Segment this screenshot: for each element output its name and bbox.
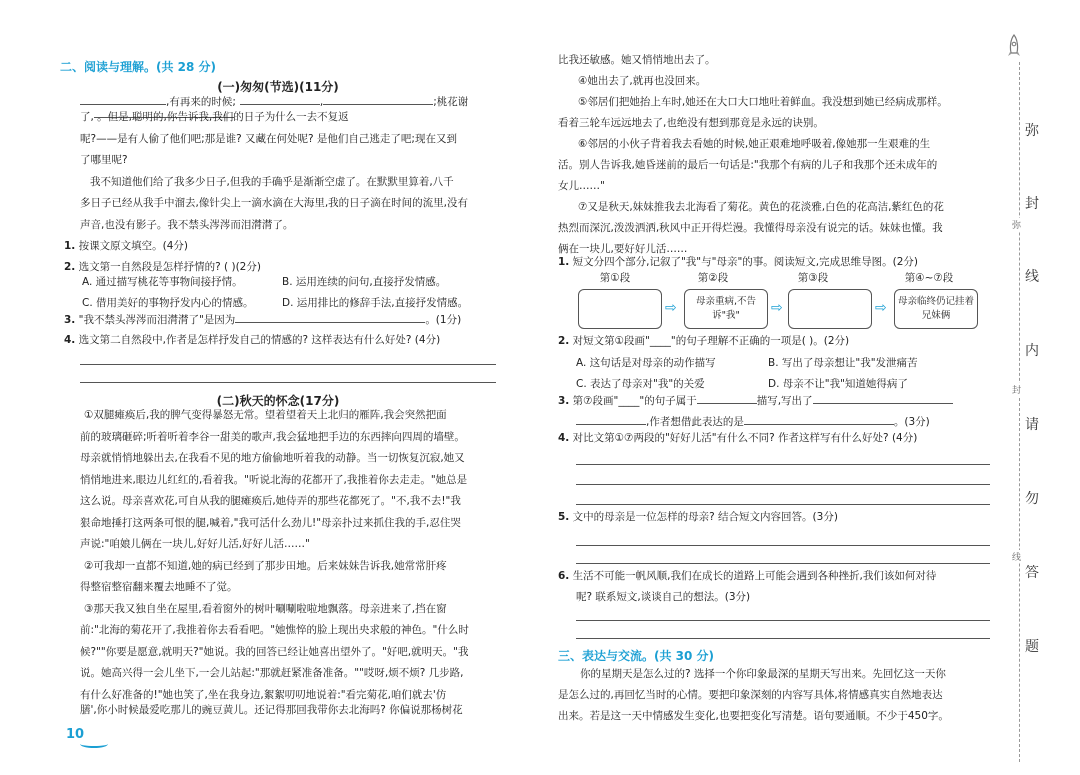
question-4: 4. 对比文第①⑦两段的"好好儿活"有什么不同? 作者这样写有什么好处? (4分) xyxy=(558,432,918,444)
text-line: 得整宿整宿翻来覆去地睡不了觉。 xyxy=(80,581,238,593)
option-a[interactable]: A. 这句话是对母亲的动作描写 xyxy=(576,357,716,369)
right-page xyxy=(558,0,990,775)
text-line: 这么说。母亲喜欢花,可自从我的腿瘫痪后,她侍弄的那些花都死了。"不,我不去!"我 xyxy=(80,495,461,507)
mindmap-box-4: 母亲临终仍记挂着兄妹俩 xyxy=(894,289,978,329)
text-line: 我不知道他们给了我多少日子,但我的手确乎是渐渐空虚了。在默默里算着,八千 xyxy=(90,176,454,188)
answer-line[interactable] xyxy=(576,563,990,564)
answer-blank[interactable] xyxy=(744,424,894,425)
option-b[interactable]: B. 运用连续的问句,直接抒发情感。 xyxy=(282,276,447,288)
mindmap-label-1: 第①段 xyxy=(599,272,631,284)
text-line: ④她出去了,就再也没回来。 xyxy=(578,75,707,87)
mindmap-label-3: 第③段 xyxy=(797,272,829,284)
arrow-right-icon: ⇨ xyxy=(875,300,887,316)
text-line: 声说:"咱娘儿俩在一块儿,好好儿活,好好儿活……" xyxy=(80,538,310,550)
article-2-title: (二)秋天的怀念(17分) xyxy=(216,394,340,408)
question-2: 2. 选文第一自然段是怎样抒情的? ( )(2分) xyxy=(64,261,261,273)
text-line: 热烈而深沉,泼泼洒洒,秋风中正开得烂漫。我懂得母亲没有说完的话。妹妹也懂。我 xyxy=(558,222,943,234)
seal-small-char: 线 xyxy=(1012,550,1021,563)
arrow-right-icon: ⇨ xyxy=(771,300,783,316)
text-line: 女儿……" xyxy=(558,180,605,192)
answer-blank[interactable] xyxy=(697,403,757,404)
text-line: 是怎么过的,再回忆当时的心情。要把印象深刻的内容写具体,将情感真实自然地表达 xyxy=(558,689,943,701)
blank[interactable] xyxy=(323,104,433,105)
answer-line[interactable] xyxy=(576,545,990,546)
text-line: 俩在一块儿,要好好儿活…… xyxy=(558,243,688,255)
text-line: 前的玻璃砸碎;听着听着李谷一甜美的歌声,我会猛地把手边的东西摔向四周的墙壁。 xyxy=(80,431,465,443)
option-d[interactable]: D. 母亲不让"我"知道她得病了 xyxy=(768,378,908,390)
question-4: 4. 选文第二自然段中,作者是怎样抒发自己的情感的? 这样表达有什么好处? (4分) xyxy=(64,334,441,346)
seal-small-char: 弥 xyxy=(1012,218,1021,231)
mindmap-box-1-blank[interactable] xyxy=(578,289,662,329)
seal-char: 勿 xyxy=(1025,491,1039,507)
answer-blank[interactable] xyxy=(813,403,953,404)
rocket-icon xyxy=(1007,34,1021,60)
answer-line[interactable] xyxy=(576,638,990,639)
text-line: 了, 。但是,聪明的,你告诉我,我们的日子为什么一去不复返 xyxy=(80,111,349,123)
answer-line[interactable] xyxy=(576,464,990,465)
option-c[interactable]: C. 借用美好的事物抒发内心的情感。 xyxy=(82,297,254,309)
text-line: 多日子已经从我手中溜去,像针尖上一滴水滴在大海里,我的日子滴在时间的流里,没有 xyxy=(80,197,469,209)
mindmap-label-4: 第④~⑦段 xyxy=(904,272,954,284)
arrow-right-icon: ⇨ xyxy=(665,300,677,316)
question-6: 6. 生活不可能一帆风顺,我们在成长的道路上可能会遇到各种挫折,我们该如何对待 xyxy=(558,570,937,582)
answer-line[interactable] xyxy=(80,364,496,365)
text-line: 呢?——是有人偷了他们吧;那是谁? 又藏在何处呢? 是他们自己逃走了吧;现在又到 xyxy=(80,133,457,145)
text-line: 你的星期天是怎么过的? 选择一个你印象最深的星期天写出来。先回忆这一天你 xyxy=(580,668,946,680)
option-a[interactable]: A. 通过描写桃花等事物间接抒情。 xyxy=(82,276,243,288)
text-line: ①双腿瘫痪后,我的脾气变得暴怒无常。望着望着天上北归的雁阵,我会突然把面 xyxy=(84,409,447,421)
question-6-cont: 呢? 联系短文,谈谈自己的想法。(3分) xyxy=(576,591,751,603)
answer-blank[interactable] xyxy=(235,322,425,323)
section-2-title: 二、阅读与理解。(共 28 分) xyxy=(60,60,217,74)
text-line: ⑦又是秋天,妹妹推我去北海看了菊花。黄色的花淡雅,白色的花高洁,紫红色的花 xyxy=(578,201,944,213)
article-1-title: (一)匆匆(节选)(11分) xyxy=(217,80,339,94)
text-line: 狠命地捶打这两条可恨的腿,喊着,"我可活什么劲儿!"母亲扑过来抓住我的手,忍住哭 xyxy=(80,517,461,529)
seal-line xyxy=(1019,62,1020,762)
question-1: 1. 按课文原文填空。(4分) xyxy=(64,240,189,252)
option-b[interactable]: B. 写出了母亲想让"我"发泄痛苦 xyxy=(768,357,918,369)
seal-char: 答 xyxy=(1025,565,1039,581)
option-d[interactable]: D. 运用排比的修辞手法,直接抒发情感。 xyxy=(282,297,469,309)
fill-blank-line-1: ,有再来的时候; , ;桃花谢 xyxy=(80,92,496,114)
text-line: 前:"北海的菊花开了,我推着你去看看吧。"她憔悴的脸上现出央求般的神色。"什么时 xyxy=(80,624,469,636)
text-line: 母亲就悄悄地躲出去,在我看不见的地方偷偷地听着我的动静。当一切恢复沉寂,她又 xyxy=(80,452,465,464)
text-line: ②可我却一直都不知道,她的病已经到了那步田地。后来妹妹告诉我,她常常肝疼 xyxy=(84,560,447,572)
seal-char: 内 xyxy=(1025,343,1039,359)
text-line: 比我还敏感。她又悄悄地出去了。 xyxy=(558,54,716,66)
question-3: 3. "我不禁头涔涔而泪潸潸了"是因为 。(1分) xyxy=(64,314,462,326)
mindmap-box-2: 母亲重病,不告诉"我" xyxy=(684,289,768,329)
text-line: 悄悄地进来,眼边儿红红的,看着我。"听说北海的花都开了,我推着你去走走。"她总是 xyxy=(80,474,468,486)
section-3-title: 三、表达与交流。(共 30 分) xyxy=(558,649,715,663)
answer-line[interactable] xyxy=(80,382,496,383)
text-line: ⑥邻居的小伙子背着我去看她的时候,她正艰难地呼吸着,像她那一生艰难的生 xyxy=(578,138,931,150)
question-2: 2. 对短文第①段画"____"的句子理解不正确的一项是( )。(2分) xyxy=(558,335,850,347)
seal-char: 线 xyxy=(1025,269,1039,285)
text-line: 说。她高兴得一会儿坐下,一会儿站起:"那就赶紧准备准备。""哎呀,烦不烦? 几步路, xyxy=(80,667,464,679)
option-c[interactable]: C. 表达了母亲对"我"的关爱 xyxy=(576,378,705,390)
text-line: 声音,也没有影子。我不禁头涔涔而泪潸潸了。 xyxy=(80,219,294,231)
text-line: 有什么好准备的!"她也笑了,坐在我身边,絮絮叨叨地说着:"看完菊花,咱们就去'仿 xyxy=(80,689,447,701)
blank[interactable] xyxy=(240,104,320,105)
text-line: ③那天我又独自坐在屋里,看着窗外的树叶唰唰啦啦地飘落。母亲进来了,挡在窗 xyxy=(84,603,447,615)
answer-line[interactable] xyxy=(576,620,990,621)
blank[interactable] xyxy=(80,104,166,105)
answer-line[interactable] xyxy=(576,504,990,505)
question-3: 3. 第⑦段画"____"的句子属于 描写,写出了 xyxy=(558,391,990,413)
mindmap-box-3-blank[interactable] xyxy=(788,289,872,329)
text-line: 活。别人告诉我,她昏迷前的最后一句话是:"我那个有病的儿子和我那个还未成年的 xyxy=(558,159,938,171)
question-3-cont: ,作者想借此表达的是 。(3分) xyxy=(576,412,990,434)
seal-char: 题 xyxy=(1025,639,1039,655)
answer-line[interactable] xyxy=(576,484,990,485)
page-number-decoration xyxy=(80,740,108,748)
question-5: 5. 文中的母亲是一位怎样的母亲? 结合短文内容回答。(3分) xyxy=(558,511,838,523)
answer-blank[interactable] xyxy=(576,424,646,425)
page-number: 10 xyxy=(66,727,85,742)
seal-small-char: 封 xyxy=(1012,383,1021,396)
text-line: 了哪里呢? xyxy=(80,154,128,166)
text-line: 看着三轮车远远地去了,也绝没有想到那竟是永远的诀别。 xyxy=(558,117,824,129)
mindmap-label-2: 第②段 xyxy=(697,272,729,284)
seal-char: 封 xyxy=(1025,196,1039,212)
text-line: 膳',你小时候最爱吃那儿的豌豆黄儿。还记得那回我带你去北海吗? 你偏说那杨树花 xyxy=(80,704,463,716)
seal-char: 请 xyxy=(1025,417,1039,433)
seal-char: 弥 xyxy=(1025,123,1039,139)
text-line: 出来。若是这一天中情感发生变化,也要把变化写清楚。语句要通顺。不少于450字。 xyxy=(558,710,949,722)
text-line: 候?""你要是愿意,就明天?"她说。我的回答已经让她喜出望外了。"好吧,就明天。"我 xyxy=(80,646,469,658)
left-page xyxy=(60,0,496,775)
text-line: ⑤邻居们把她抬上车时,她还在大口大口地吐着鲜血。我没想到她已经病成那样。 xyxy=(578,96,948,108)
question-1: 1. 短文分四个部分,记叙了"我"与"母亲"的事。阅读短文,完成思维导图。(2分) xyxy=(558,256,919,268)
